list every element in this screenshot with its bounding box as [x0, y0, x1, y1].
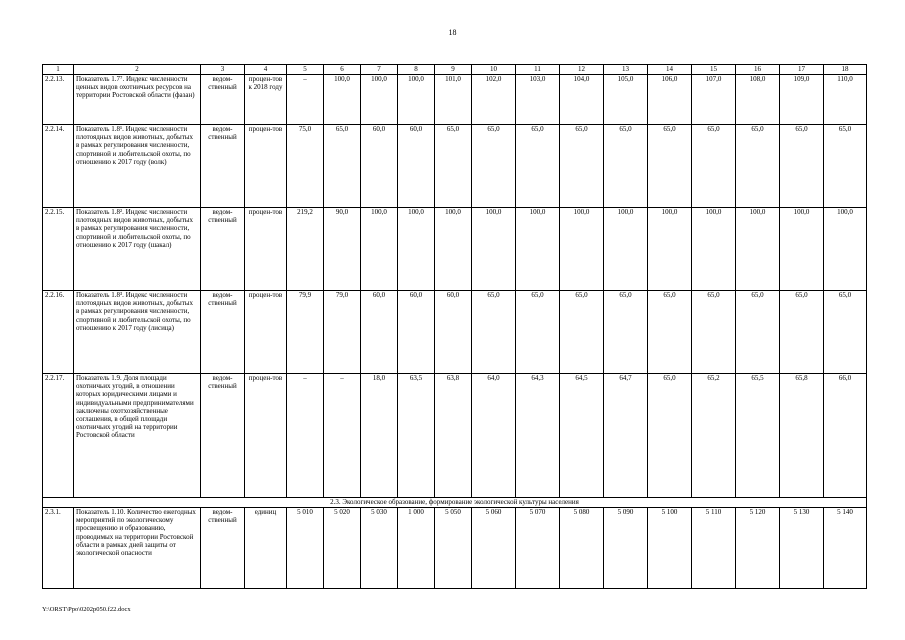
value-cell: 65,8	[780, 374, 824, 498]
column-header: 1	[43, 65, 74, 75]
value-cell: 60,0	[361, 125, 398, 208]
header-row	[43, 65, 867, 75]
value-cell: 100,0	[736, 208, 780, 291]
column-header: 18	[824, 65, 867, 75]
value-cell: 5 110	[692, 508, 736, 589]
column-header: 5	[287, 65, 324, 75]
value-cell: 100,0	[648, 208, 692, 291]
value-cell: 65,0	[648, 374, 692, 498]
value-cell: 5 130	[780, 508, 824, 589]
value-cell: 65,0	[692, 125, 736, 208]
value-cell: 102,0	[472, 75, 516, 125]
indicator-type-cell: ведом-ственный	[201, 75, 245, 125]
row-number-cell: 2.2.13.	[43, 75, 74, 125]
indicator-type-cell: ведом-ственный	[201, 508, 245, 589]
value-cell: 65,0	[435, 125, 472, 208]
value-cell: 100,0	[692, 208, 736, 291]
value-cell: 5 050	[435, 508, 472, 589]
column-header: 17	[780, 65, 824, 75]
unit-cell: процен-тов	[245, 125, 287, 208]
value-cell: 100,0	[780, 208, 824, 291]
value-cell: 5 070	[516, 508, 560, 589]
table-row	[43, 208, 867, 291]
value-cell: 5 100	[648, 508, 692, 589]
value-cell: 18,0	[361, 374, 398, 498]
unit-cell: процен-тов	[245, 291, 287, 374]
row-number-cell: 2.2.17.	[43, 374, 74, 498]
value-cell: 65,0	[780, 125, 824, 208]
indicator-table	[42, 64, 867, 589]
value-cell: 100,0	[560, 208, 604, 291]
value-cell: 108,0	[736, 75, 780, 125]
column-header: 16	[736, 65, 780, 75]
value-cell: 100,0	[324, 75, 361, 125]
table-row	[43, 75, 867, 125]
value-cell: 60,0	[361, 291, 398, 374]
value-cell: 65,0	[604, 291, 648, 374]
value-cell: 65,0	[736, 291, 780, 374]
column-header: 9	[435, 65, 472, 75]
value-cell: 5 030	[361, 508, 398, 589]
value-cell: 100,0	[604, 208, 648, 291]
column-header: 11	[516, 65, 560, 75]
indicator-name-cell: Показатель 1.8². Индекс численности плотоядных видов животных, добытых в рамках регулирования численности, спортивной и любительской охоты, по отношению к 2017 году (шакал)	[74, 208, 201, 291]
value-cell: 66,0	[824, 374, 867, 498]
value-cell: 65,0	[324, 125, 361, 208]
value-cell: 60,0	[398, 125, 435, 208]
indicator-name-cell: Показатель 1.9. Доля площади охотничьих угодий, в отношении которых юридическими лицами и индивидуальными предпринимателями заключены охотхозяйственные соглашения, в общей площади охотничьих угодий на территории Ростовской области	[74, 374, 201, 498]
indicator-name-cell: Показатель 1.7⁷. Индекс численности ценных видов охотничьих ресурсов на территории Ростовской области (фазан)	[74, 75, 201, 125]
table-row	[43, 125, 867, 208]
value-cell: 65,5	[736, 374, 780, 498]
value-cell: 65,0	[560, 291, 604, 374]
row-number-cell: 2.2.16.	[43, 291, 74, 374]
value-cell: 106,0	[648, 75, 692, 125]
value-cell: 104,0	[560, 75, 604, 125]
unit-cell: процен-тов	[245, 208, 287, 291]
column-header: 7	[361, 65, 398, 75]
value-cell: 64,0	[472, 374, 516, 498]
column-header: 10	[472, 65, 516, 75]
value-cell: 65,0	[736, 125, 780, 208]
value-cell: 64,5	[560, 374, 604, 498]
value-cell: 65,0	[604, 125, 648, 208]
unit-cell: процен-тов	[245, 374, 287, 498]
value-cell: 63,8	[435, 374, 472, 498]
value-cell: 219,2	[287, 208, 324, 291]
footer-file-path: Y:\ORST\Ppo\0202p050.f22.docx	[42, 606, 131, 613]
value-cell: 65,0	[780, 291, 824, 374]
value-cell: 65,0	[824, 125, 867, 208]
value-cell: 90,0	[324, 208, 361, 291]
column-header: 15	[692, 65, 736, 75]
table-row	[43, 508, 867, 589]
value-cell: 79,0	[324, 291, 361, 374]
row-number-cell: 2.2.14.	[43, 125, 74, 208]
value-cell: 110,0	[824, 75, 867, 125]
value-cell: 60,0	[435, 291, 472, 374]
value-cell: 100,0	[824, 208, 867, 291]
value-cell: 65,0	[472, 125, 516, 208]
table-row	[43, 291, 867, 374]
value-cell: 100,0	[398, 75, 435, 125]
value-cell: 60,0	[398, 291, 435, 374]
value-cell: 65,0	[648, 291, 692, 374]
value-cell: 5 020	[324, 508, 361, 589]
column-header: 2	[74, 65, 201, 75]
value-cell: 64,7	[604, 374, 648, 498]
value-cell: 65,0	[560, 125, 604, 208]
unit-cell: процен-тов к 2018 году	[245, 75, 287, 125]
value-cell: 109,0	[780, 75, 824, 125]
value-cell: –	[287, 374, 324, 498]
value-cell: –	[324, 374, 361, 498]
value-cell: 101,0	[435, 75, 472, 125]
column-header: 12	[560, 65, 604, 75]
value-cell: 5 120	[736, 508, 780, 589]
unit-cell: единиц	[245, 508, 287, 589]
value-cell: –	[287, 75, 324, 125]
value-cell: 100,0	[435, 208, 472, 291]
column-header: 14	[648, 65, 692, 75]
value-cell: 105,0	[604, 75, 648, 125]
value-cell: 75,0	[287, 125, 324, 208]
value-cell: 79,9	[287, 291, 324, 374]
value-cell: 5 080	[560, 508, 604, 589]
row-number-cell: 2.2.15.	[43, 208, 74, 291]
value-cell: 65,0	[648, 125, 692, 208]
column-header: 8	[398, 65, 435, 75]
value-cell: 63,5	[398, 374, 435, 498]
indicator-name-cell: Показатель 1.8³. Индекс численности плотоядных видов животных, добытых в рамках регулирования численности, спортивной и любительской охоты, по отношению к 2017 году (лисица)	[74, 291, 201, 374]
indicator-name-cell: Показатель 1.10. Количество ежегодных мероприятий по экологическому просвещению и образованию, проводимых на территории Ростовской области в рамках дней защиты от экологической опасности	[74, 508, 201, 589]
value-cell: 65,0	[516, 125, 560, 208]
indicator-type-cell: ведом-ственный	[201, 374, 245, 498]
value-cell: 65,2	[692, 374, 736, 498]
section-title: 2.3. Экологическое образование, формирование экологической культуры населения	[43, 498, 867, 508]
column-header: 6	[324, 65, 361, 75]
value-cell: 5 090	[604, 508, 648, 589]
page-number: 18	[448, 28, 457, 37]
indicator-type-cell: ведом-ственный	[201, 208, 245, 291]
column-header: 4	[245, 65, 287, 75]
value-cell: 107,0	[692, 75, 736, 125]
value-cell: 103,0	[516, 75, 560, 125]
value-cell: 5 060	[472, 508, 516, 589]
indicator-name-cell: Показатель 1.8¹. Индекс численности плотоядных видов животных, добытых в рамках регулирования численности, спортивной и любительской охоты, по отношению к 2017 году (волк)	[74, 125, 201, 208]
value-cell: 64,3	[516, 374, 560, 498]
value-cell: 5 140	[824, 508, 867, 589]
value-cell: 100,0	[398, 208, 435, 291]
value-cell: 65,0	[472, 291, 516, 374]
column-header: 13	[604, 65, 648, 75]
row-number-cell: 2.3.1.	[43, 508, 74, 589]
value-cell: 65,0	[824, 291, 867, 374]
value-cell: 100,0	[516, 208, 560, 291]
value-cell: 1 000	[398, 508, 435, 589]
value-cell: 65,0	[692, 291, 736, 374]
table-row	[43, 374, 867, 498]
value-cell: 65,0	[516, 291, 560, 374]
column-header: 3	[201, 65, 245, 75]
indicator-type-cell: ведом-ственный	[201, 125, 245, 208]
value-cell: 100,0	[472, 208, 516, 291]
value-cell: 100,0	[361, 208, 398, 291]
value-cell: 5 010	[287, 508, 324, 589]
indicator-type-cell: ведом-ственный	[201, 291, 245, 374]
section-row	[43, 498, 867, 508]
value-cell: 100,0	[361, 75, 398, 125]
